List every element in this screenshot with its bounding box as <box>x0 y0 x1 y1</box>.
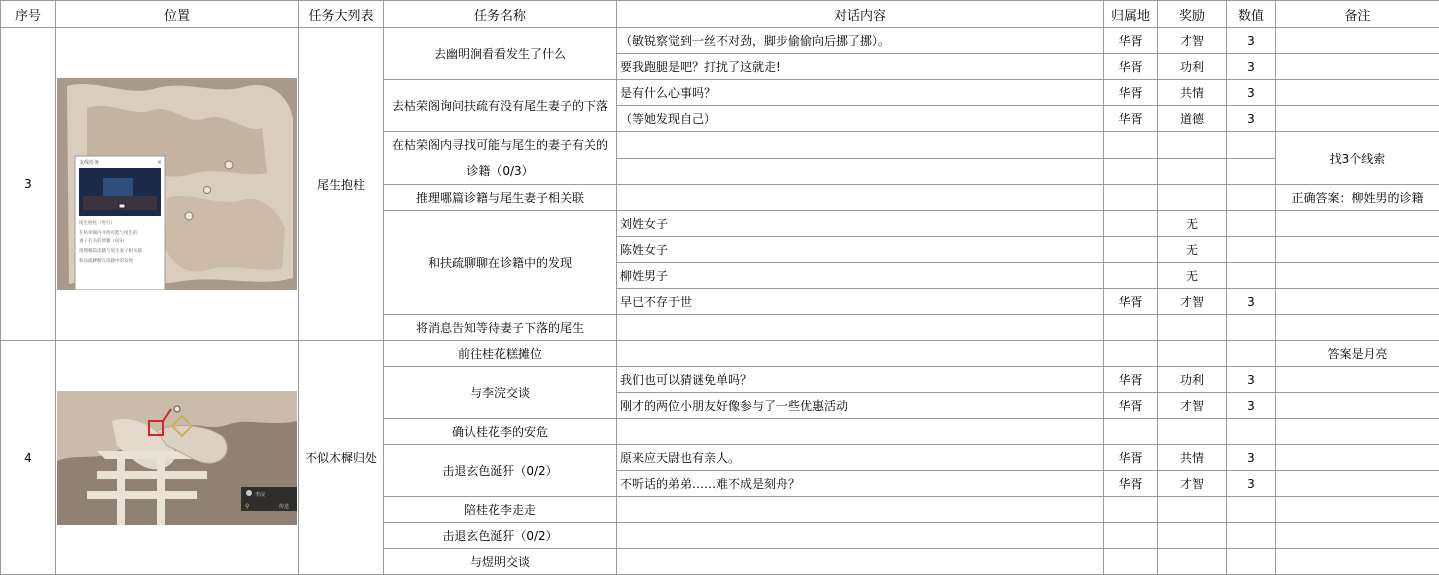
map-panel-line: 妻子有关的诊籍（0/3） <box>79 237 127 244</box>
reward-cell[interactable]: 才智 <box>1158 28 1227 54</box>
reward-cell[interactable] <box>1158 185 1227 211</box>
value-cell[interactable] <box>1227 211 1276 237</box>
region-cell[interactable]: 华胥 <box>1104 28 1158 54</box>
reward-cell[interactable] <box>1158 341 1227 367</box>
note-cell[interactable] <box>1276 237 1439 263</box>
note-cell[interactable] <box>1276 106 1439 132</box>
task-name-cell[interactable]: 去枯荣阁询问扶疏有没有尾生妻子的下落 <box>384 80 617 132</box>
note-cell[interactable]: 正确答案：柳姓男的诊籍 <box>1276 185 1439 211</box>
region-cell[interactable] <box>1104 523 1158 549</box>
header-value[interactable]: 数值 <box>1227 1 1276 28</box>
quest-list-cell[interactable]: 尾生抱柱 <box>299 28 384 341</box>
quest-list-cell[interactable]: 不似木樨归处 <box>299 341 384 575</box>
region-cell[interactable]: 华胥 <box>1104 54 1158 80</box>
note-cell[interactable] <box>1276 549 1439 575</box>
dialog-cell[interactable]: 柳姓男子 <box>617 263 1104 289</box>
map-screenshot-1 <box>57 78 297 290</box>
region-cell[interactable] <box>1104 132 1158 159</box>
table-row <box>1 28 1439 54</box>
map-panel-line: 推理哪篇诊籍与尾生妻子相关联 <box>79 247 142 254</box>
dialog-cell[interactable] <box>617 341 1104 367</box>
dialog-cell[interactable] <box>617 132 1104 159</box>
value-cell[interactable]: 3 <box>1227 445 1276 471</box>
map-panel-line: 尾生抱柱（进行） <box>79 219 115 226</box>
note-cell[interactable]: 找3个线索 <box>1276 132 1439 185</box>
region-cell[interactable]: 华胥 <box>1104 393 1158 419</box>
dialog-cell[interactable] <box>617 549 1104 575</box>
value-cell[interactable] <box>1227 523 1276 549</box>
note-cell[interactable] <box>1276 471 1439 497</box>
dialog-cell[interactable]: 刚才的两位小朋友好像参与了一些优惠活动 <box>617 393 1104 419</box>
map-label: 传送 <box>279 503 289 510</box>
location-map-cell[interactable] <box>56 28 299 341</box>
reward-cell[interactable]: 共情 <box>1158 445 1227 471</box>
quest-number-cell[interactable]: 4 <box>1 341 56 575</box>
region-cell[interactable] <box>1104 497 1158 523</box>
reward-cell[interactable]: 无 <box>1158 211 1227 237</box>
region-cell[interactable] <box>1104 211 1158 237</box>
map-screenshot-2 <box>57 391 297 525</box>
header-reward[interactable]: 奖励 <box>1158 1 1227 28</box>
header-quest-list[interactable]: 任务大列表 <box>299 1 384 28</box>
value-cell[interactable] <box>1227 158 1276 185</box>
task-name-cell[interactable]: 与李浣交谈 <box>384 367 617 419</box>
region-cell[interactable]: 华胥 <box>1104 80 1158 106</box>
value-cell[interactable]: 3 <box>1227 80 1276 106</box>
region-cell[interactable]: 华胥 <box>1104 289 1158 315</box>
region-cell[interactable] <box>1104 341 1158 367</box>
map-panel-line: 和扶疏聊聊在诊籍中的发现 <box>79 257 133 264</box>
task-name-cell[interactable]: 将消息告知等待妻子下落的尾生 <box>384 315 617 341</box>
pin-icon: ⚲ <box>245 503 249 510</box>
reward-cell[interactable] <box>1158 419 1227 445</box>
note-cell[interactable] <box>1276 80 1439 106</box>
dialog-cell[interactable] <box>617 523 1104 549</box>
note-cell[interactable] <box>1276 445 1439 471</box>
table-row <box>1 341 1439 367</box>
dialog-cell[interactable] <box>617 497 1104 523</box>
region-cell[interactable] <box>1104 263 1158 289</box>
reward-cell[interactable]: 共情 <box>1158 80 1227 106</box>
value-cell[interactable] <box>1227 549 1276 575</box>
region-cell[interactable]: 华胥 <box>1104 106 1158 132</box>
value-cell[interactable] <box>1227 419 1276 445</box>
reward-cell[interactable]: 无 <box>1158 263 1227 289</box>
reward-cell[interactable]: 道德 <box>1158 106 1227 132</box>
reward-cell[interactable]: 功利 <box>1158 367 1227 393</box>
value-cell[interactable]: 3 <box>1227 367 1276 393</box>
value-cell[interactable] <box>1227 341 1276 367</box>
value-cell[interactable] <box>1227 237 1276 263</box>
reward-cell[interactable] <box>1158 158 1227 185</box>
reward-cell[interactable] <box>1158 315 1227 341</box>
task-name-cell[interactable]: 陪桂花李走走 <box>384 497 617 523</box>
dialog-cell[interactable] <box>617 158 1104 185</box>
reward-cell[interactable]: 才智 <box>1158 289 1227 315</box>
region-cell[interactable] <box>1104 158 1158 185</box>
header-number[interactable]: 序号 <box>1 1 56 28</box>
value-cell[interactable] <box>1227 315 1276 341</box>
dialog-cell[interactable]: 我们也可以猜谜免单吗？ <box>617 367 1104 393</box>
reward-cell[interactable] <box>1158 523 1227 549</box>
reward-cell[interactable]: 才智 <box>1158 471 1227 497</box>
value-cell[interactable]: 3 <box>1227 106 1276 132</box>
value-cell[interactable]: 3 <box>1227 54 1276 80</box>
value-cell[interactable]: 3 <box>1227 28 1276 54</box>
value-cell[interactable] <box>1227 132 1276 159</box>
dialog-cell[interactable]: 要我跑腿是吧？打扰了这就走! <box>617 54 1104 80</box>
value-cell[interactable]: 3 <box>1227 393 1276 419</box>
reward-cell[interactable]: 功利 <box>1158 54 1227 80</box>
value-cell[interactable]: 3 <box>1227 289 1276 315</box>
task-name-cell[interactable]: 确认桂花李的安危 <box>384 419 617 445</box>
task-name-cell[interactable]: 前往桂花糕摊位 <box>384 341 617 367</box>
task-name-cell[interactable]: 击退玄色涎犴（0/2） <box>384 523 617 549</box>
note-cell[interactable] <box>1276 211 1439 237</box>
location-map-cell[interactable] <box>56 341 299 575</box>
header-task-name[interactable]: 任务名称 <box>384 1 617 28</box>
value-cell[interactable] <box>1227 263 1276 289</box>
note-cell[interactable] <box>1276 315 1439 341</box>
note-cell[interactable] <box>1276 263 1439 289</box>
note-cell[interactable] <box>1276 289 1439 315</box>
dialog-cell[interactable]: 刘姓女子 <box>617 211 1104 237</box>
header-note[interactable]: 备注 <box>1276 1 1439 28</box>
region-cell[interactable]: 华胥 <box>1104 367 1158 393</box>
dialog-cell[interactable]: （敏锐察觉到一丝不对劲，脚步偷偷向后挪了挪）。 <box>617 28 1104 54</box>
task-name-cell[interactable]: 去幽明涧看看发生了什么 <box>384 28 617 80</box>
note-cell[interactable] <box>1276 497 1439 523</box>
note-cell[interactable] <box>1276 393 1439 419</box>
reward-cell[interactable] <box>1158 549 1227 575</box>
note-cell[interactable] <box>1276 523 1439 549</box>
note-cell[interactable] <box>1276 28 1439 54</box>
value-cell[interactable] <box>1227 497 1276 523</box>
map-label: 李浣 <box>255 491 265 498</box>
note-cell[interactable]: 答案是月亮 <box>1276 341 1439 367</box>
value-cell[interactable]: 3 <box>1227 471 1276 497</box>
reward-cell[interactable] <box>1158 497 1227 523</box>
header-dialog[interactable]: 对话内容 <box>617 1 1104 28</box>
task-name-cell[interactable]: 和扶疏聊聊在诊籍中的发现 <box>384 211 617 315</box>
region-cell[interactable] <box>1104 549 1158 575</box>
dialog-cell[interactable]: 不听话的弟弟……难不成是刻舟？ <box>617 471 1104 497</box>
quest-number-cell[interactable]: 3 <box>1 28 56 341</box>
dialog-cell[interactable]: 原来应天尉也有亲人。 <box>617 445 1104 471</box>
dialog-cell[interactable]: 早已不存于世 <box>617 289 1104 315</box>
region-cell[interactable]: 华胥 <box>1104 471 1158 497</box>
region-cell[interactable] <box>1104 419 1158 445</box>
dialog-cell[interactable]: 是有什么心事吗？ <box>617 80 1104 106</box>
dialog-cell[interactable] <box>617 315 1104 341</box>
region-cell[interactable] <box>1104 185 1158 211</box>
header-region[interactable]: 归属地 <box>1104 1 1158 28</box>
reward-cell[interactable]: 才智 <box>1158 393 1227 419</box>
task-name-cell[interactable]: 击退玄色涎犴（0/2） <box>384 445 617 497</box>
task-name-cell[interactable]: 在枯荣阁内寻找可能与尾生的妻子有关的诊籍（0/3） <box>384 132 617 185</box>
region-cell[interactable] <box>1104 237 1158 263</box>
map-panel-line: 在枯荣阁内寻找可能与尾生的 <box>79 229 138 236</box>
reward-cell[interactable] <box>1158 132 1227 159</box>
close-icon: × <box>157 159 162 166</box>
header-row <box>1 1 1439 28</box>
note-cell[interactable] <box>1276 419 1439 445</box>
dialog-cell[interactable] <box>617 419 1104 445</box>
dialog-cell[interactable]: 陈姓女子 <box>617 237 1104 263</box>
task-name-cell[interactable]: 与煜明交谈 <box>384 549 617 575</box>
task-name-cell[interactable]: 推理哪篇诊籍与尾生妻子相关联 <box>384 185 617 211</box>
header-location[interactable]: 位置 <box>56 1 299 28</box>
note-cell[interactable] <box>1276 367 1439 393</box>
reward-cell[interactable]: 无 <box>1158 237 1227 263</box>
value-cell[interactable] <box>1227 185 1276 211</box>
note-cell[interactable] <box>1276 54 1439 80</box>
dialog-cell[interactable] <box>617 185 1104 211</box>
dialog-cell[interactable]: （等她发现自己） <box>617 106 1104 132</box>
region-cell[interactable] <box>1104 315 1158 341</box>
map-panel-line: 支线任务 <box>79 159 99 166</box>
region-cell[interactable]: 华胥 <box>1104 445 1158 471</box>
